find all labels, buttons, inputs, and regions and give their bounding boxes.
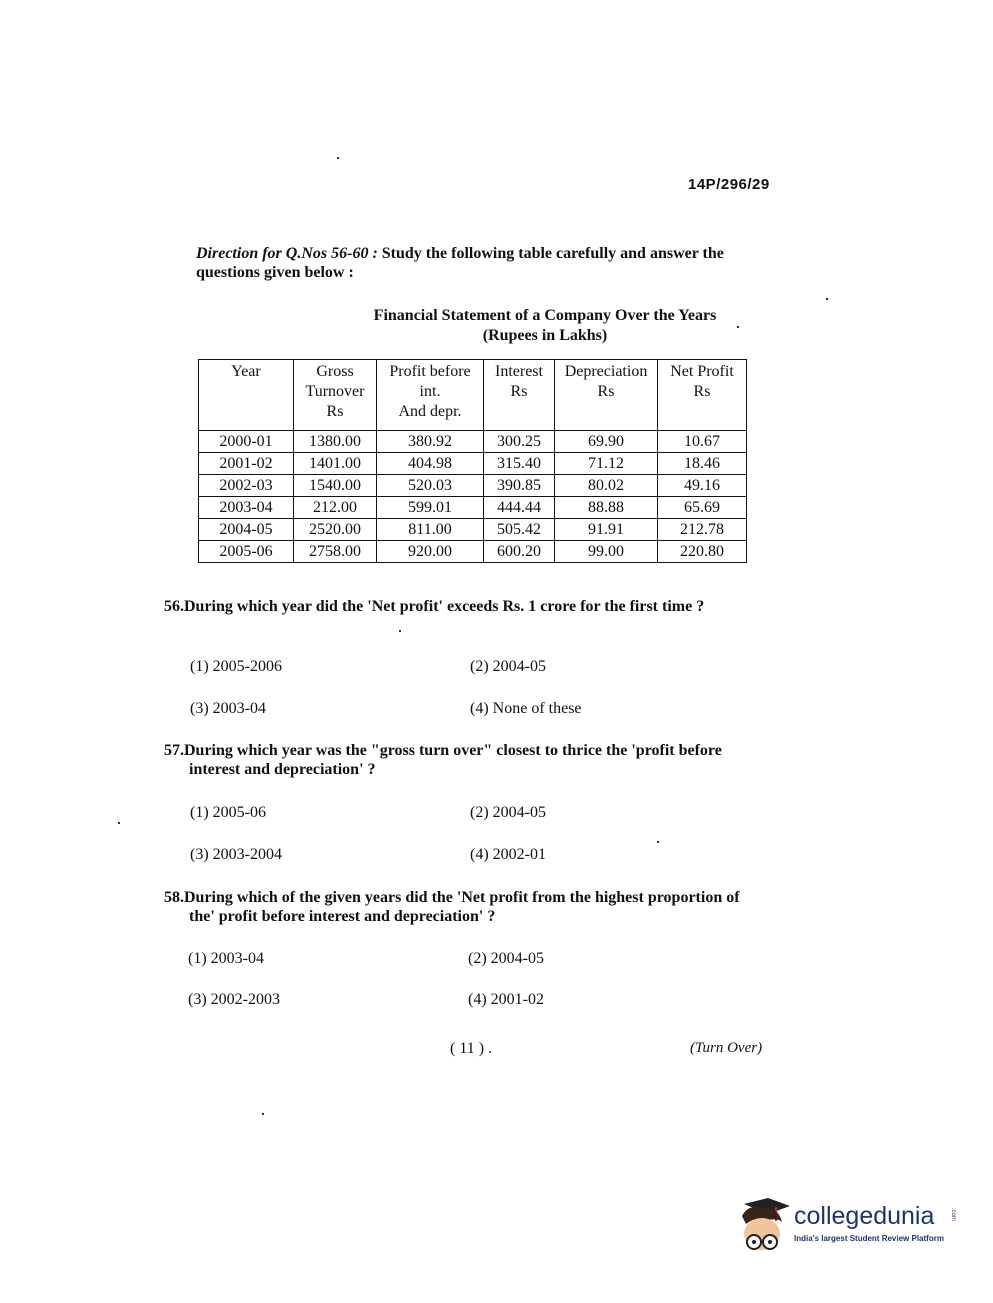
scan-speck xyxy=(337,157,339,159)
header-gross-turnover: Gross Turnover Rs xyxy=(294,360,377,431)
option-56-2: (2) 2004-05 xyxy=(470,658,546,675)
logo-tagline: India's largest Student Review Platform xyxy=(794,1234,944,1243)
logo-name: collegedunia xyxy=(794,1202,935,1230)
table-header-row xyxy=(199,360,747,431)
direction xyxy=(196,244,788,282)
table-title: Financial Statement of a Company Over the Years xyxy=(373,307,717,324)
question-text: During which of the given years did the 'Net profit from the highest proportion of xyxy=(184,889,740,906)
cell-profit-before: 811.00 xyxy=(377,519,484,541)
scan-speck xyxy=(657,841,659,843)
header-interest: Interest Rs xyxy=(484,360,555,431)
cell-gross: 1401.00 xyxy=(294,453,377,475)
cell-depreciation: 80.02 xyxy=(555,475,658,497)
option-58-2: (2) 2004-05 xyxy=(468,950,544,967)
table-row xyxy=(199,475,747,497)
turn-over-label: (Turn Over) xyxy=(690,1040,763,1056)
cell-interest: 315.40 xyxy=(484,453,555,475)
cell-interest: 444.44 xyxy=(484,497,555,519)
page-code: 14P/296/29 xyxy=(688,176,770,193)
direction-lead: Direction for Q.Nos 56-60 : xyxy=(196,245,378,262)
page-number: ( 11 ) . xyxy=(450,1040,493,1057)
table-row xyxy=(199,453,747,475)
option-56-1: (1) 2005-2006 xyxy=(190,658,282,675)
cell-gross: 2520.00 xyxy=(294,519,377,541)
header-net-profit: Net Profit Rs xyxy=(658,360,747,431)
header-year: Year xyxy=(199,360,294,431)
scan-speck xyxy=(262,1113,264,1115)
question-text: During which year was the "gross turn over" closest to thrice the 'profit before xyxy=(184,742,722,759)
cell-gross: 212.00 xyxy=(294,497,377,519)
scan-speck xyxy=(826,298,828,300)
table-row xyxy=(199,431,747,453)
cell-interest: 300.25 xyxy=(484,431,555,453)
scan-speck xyxy=(399,630,401,632)
cell-year: 2003-04 xyxy=(199,497,294,519)
table-subtitle: (Rupees in Lakhs) xyxy=(482,327,608,344)
cell-interest: 600.20 xyxy=(484,541,555,563)
option-57-4: (4) 2002-01 xyxy=(470,846,546,863)
table-row xyxy=(199,497,747,519)
option-58-4: (4) 2001-02 xyxy=(468,991,544,1008)
question-number: 57. xyxy=(164,742,184,759)
option-58-1: (1) 2003-04 xyxy=(188,950,264,967)
cell-profit-before: 920.00 xyxy=(377,541,484,563)
cell-gross: 1380.00 xyxy=(294,431,377,453)
cell-depreciation: 88.88 xyxy=(555,497,658,519)
question-text-continued: interest and depreciation' ? xyxy=(189,761,376,778)
cell-net-profit: 18.46 xyxy=(658,453,747,475)
question-text-continued: the' profit before interest and depreciation' ? xyxy=(189,908,496,925)
table-row xyxy=(199,541,747,563)
table-title-block xyxy=(250,306,840,346)
scan-speck xyxy=(118,822,120,824)
cell-net-profit: 220.80 xyxy=(658,541,747,563)
table-row xyxy=(199,519,747,541)
question-56 xyxy=(164,597,794,616)
cell-interest: 390.85 xyxy=(484,475,555,497)
question-58 xyxy=(164,888,794,926)
option-56-4: (4) None of these xyxy=(470,700,582,717)
cell-profit-before: 599.01 xyxy=(377,497,484,519)
logo-com: .com xyxy=(950,1208,956,1222)
cell-net-profit: 65.69 xyxy=(658,497,747,519)
cell-depreciation: 91.91 xyxy=(555,519,658,541)
option-56-3: (3) 2003-04 xyxy=(190,700,266,717)
cell-year: 2002-03 xyxy=(199,475,294,497)
question-57 xyxy=(164,741,794,779)
cell-gross: 2758.00 xyxy=(294,541,377,563)
cell-profit-before: 380.92 xyxy=(377,431,484,453)
cell-year: 2004-05 xyxy=(199,519,294,541)
option-57-2: (2) 2004-05 xyxy=(470,804,546,821)
option-57-1: (1) 2005-06 xyxy=(190,804,266,821)
cell-year: 2000-01 xyxy=(199,431,294,453)
cell-interest: 505.42 xyxy=(484,519,555,541)
question-number: 58. xyxy=(164,889,184,906)
cell-net-profit: 212.78 xyxy=(658,519,747,541)
financial-table xyxy=(198,359,747,563)
mascot-icon xyxy=(738,1198,792,1260)
header-depreciation: Depreciation Rs xyxy=(555,360,658,431)
collegedunia-logo xyxy=(738,1198,968,1260)
question-text: During which year did the 'Net profit' exceeds Rs. 1 crore for the first time ? xyxy=(184,598,705,615)
scan-speck xyxy=(737,326,739,328)
direction-text: Study the following table carefully and answer the questions given below : xyxy=(196,245,724,281)
cell-gross: 1540.00 xyxy=(294,475,377,497)
cell-net-profit: 10.67 xyxy=(658,431,747,453)
cell-depreciation: 99.00 xyxy=(555,541,658,563)
option-57-3: (3) 2003-2004 xyxy=(190,846,282,863)
cell-depreciation: 69.90 xyxy=(555,431,658,453)
cell-profit-before: 404.98 xyxy=(377,453,484,475)
question-number: 56. xyxy=(164,598,184,615)
cell-year: 2001-02 xyxy=(199,453,294,475)
cell-profit-before: 520.03 xyxy=(377,475,484,497)
cell-depreciation: 71.12 xyxy=(555,453,658,475)
option-58-3: (3) 2002-2003 xyxy=(188,991,280,1008)
cell-net-profit: 49.16 xyxy=(658,475,747,497)
cell-year: 2005-06 xyxy=(199,541,294,563)
header-profit-before: Profit before int. And depr. xyxy=(377,360,484,431)
